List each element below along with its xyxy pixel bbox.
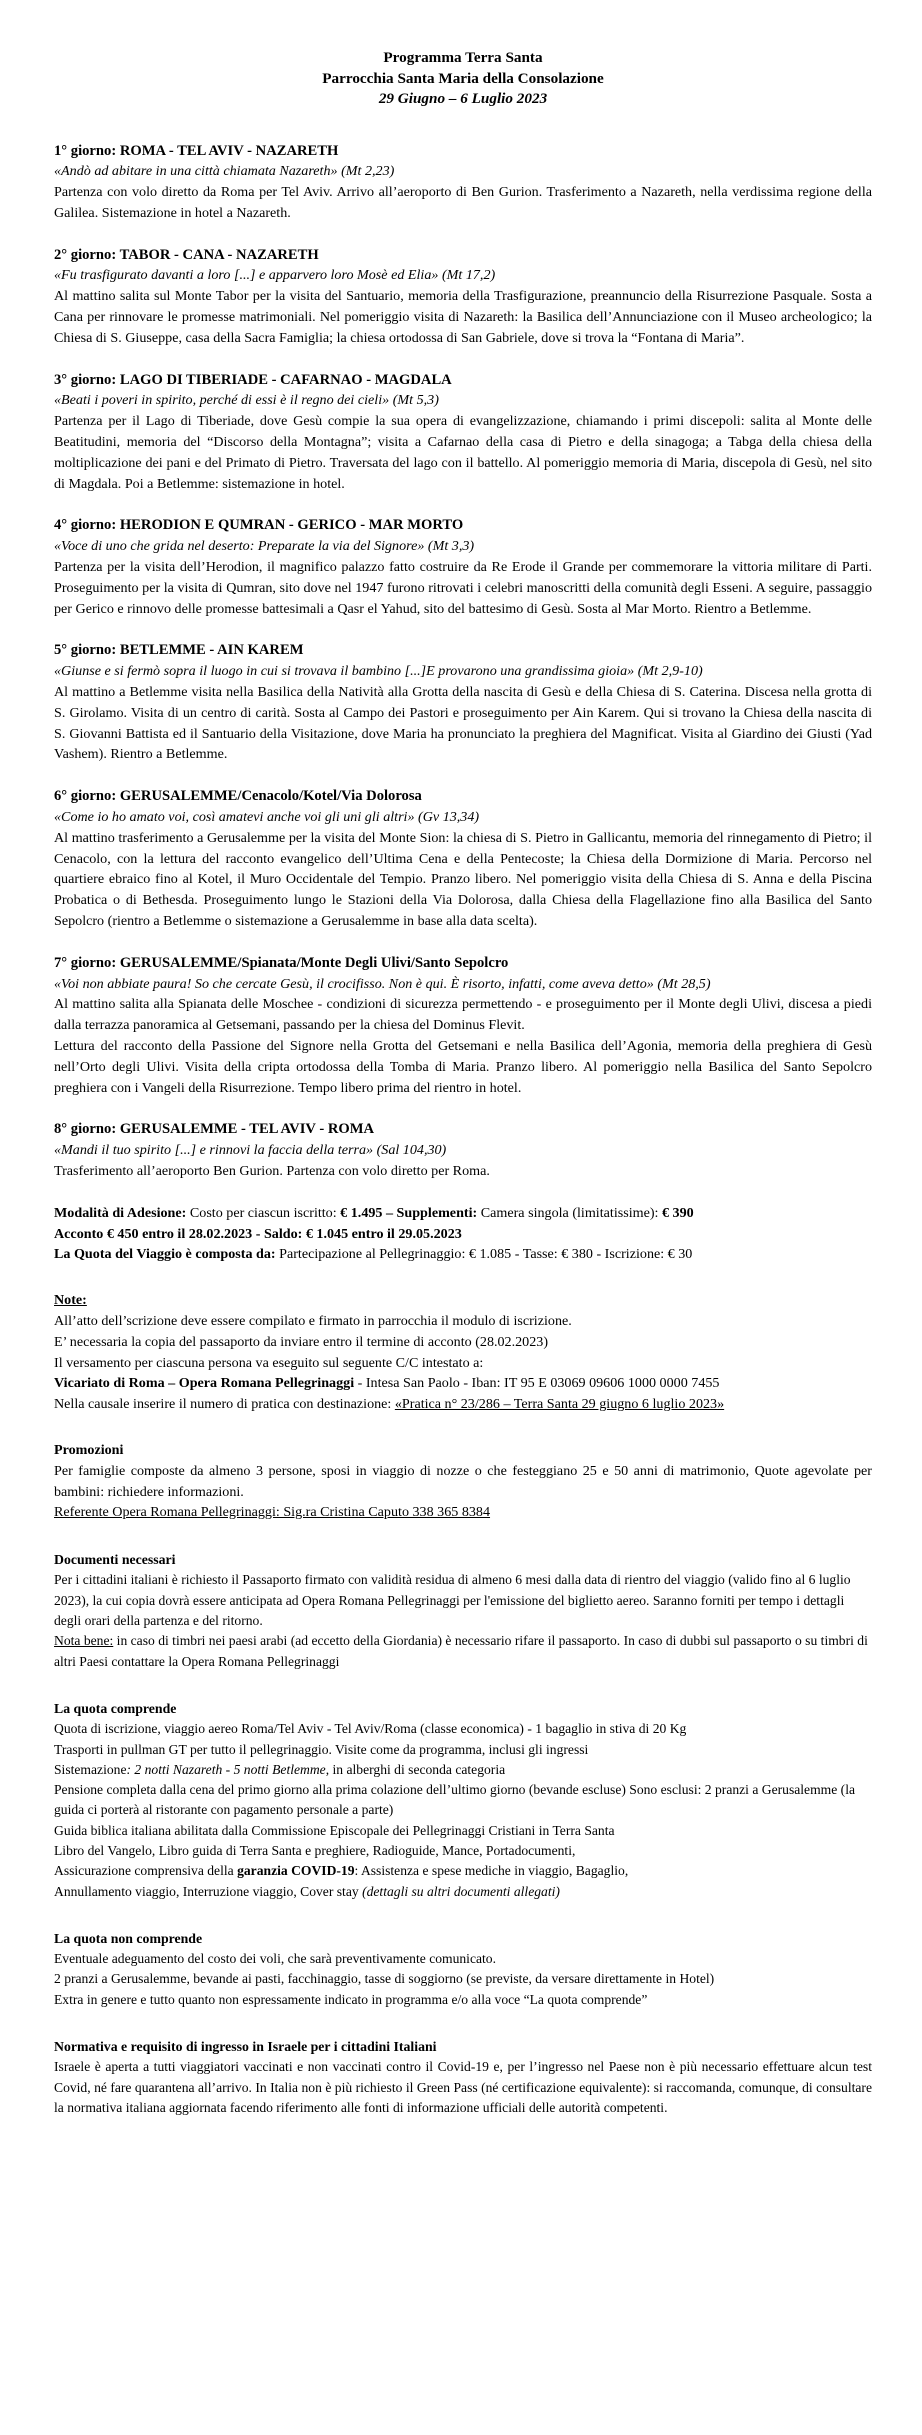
day-4-section [54, 515, 872, 619]
acconto-line [54, 1224, 872, 1245]
day-6-section [54, 786, 872, 932]
documenti-text: Per i cittadini italiani è richiesto il Passaporto firmato con validità residua di almeno 6 mesi dalla data di rientro del viaggio (valido fino al 6 luglio 2023), la cui copia dovrà essere anticipata ad Opera Romana Pellegrinaggi per l'emissione del biglietto aereo. Saranno forniti per tempo i dettagli degli orari della partenza e del ritorno. [54, 1572, 851, 1629]
nota-bene-line [54, 1631, 872, 1672]
day-description: Al mattino trasferimento a Gerusalemme per la visita del Monte Sion: la chiesa di S. Pietro in Gallicantu, memoria del rinnegamento di Pietro; il Cenacolo, con la lettura del racconto evangelico dell’Ultima Cena e della Pentecoste; la Chiesa della Dormizione di Maria. Percorso nel quartiere ebraico fino al Kotel, il Muro Occidentale del Tempio. Pranzo libero. Nel pomeriggio visita della Chiesa di S. Anna e della Piscina Probatica o di Bethesda. Proseguimento lungo le Stazioni della Via Dolorosa, dalla Chiesa della Flagellazione fino alla Basilica del Santo Sepolcro (rientro a Betlemme o sistemazione a Gerusalemme in base alla data scelta). [54, 829, 872, 929]
causale-value: «Pratica n° 23/286 – Terra Santa 29 giugno 6 luglio 2023» [394, 1396, 725, 1413]
day-quote: «Voi non abbiate paura! So che cercate Gesù, il crocifisso. Non è qui. È risorto, infatti, come aveva detto» (Mt 28,5) [54, 975, 711, 992]
comprende-line: Quota di iscrizione, viaggio aereo Roma/Tel Aviv - Tel Aviv/Roma (classe economica) - 1 bagaglio in stiva di 20 Kg [54, 1721, 687, 1737]
sistemazione-nights: : 2 notti Nazareth - 5 notti Betlemme [126, 1761, 326, 1777]
sistemazione-category: , in alberghi di seconda categoria [325, 1761, 506, 1777]
referente-line: Referente Opera Romana Pellegrinaggi: Sig.ra Cristina Caputo 338 365 8384 [54, 1504, 491, 1521]
covid-guarantee: garanzia COVID-19 [237, 1863, 355, 1879]
sistemazione-label: Sistemazione [54, 1761, 127, 1777]
bank-line [54, 1373, 872, 1394]
day-quote: «Giunse e si fermò sopra il luogo in cui si trovava il bambino [...]E provarono una grandissima gioia» (Mt 2,9-10) [54, 663, 703, 680]
singola-text: Camera singola (limitatissime): [477, 1204, 662, 1221]
acconto-text: Acconto € 450 entro il 28.02.2023 - Saldo: € 1.045 entro il 29.05.2023 [54, 1225, 462, 1242]
day-title: 8° giorno: GERUSALEMME - TEL AVIV - ROMA [54, 1121, 375, 1138]
nota-bene-label: Nota bene: [54, 1633, 114, 1649]
day-description: Partenza per la visita dell’Herodion, il magnifico palazzo fatto costruire da Re Erode il Grande per commemorare la vittoria militare di Parti. Proseguimento per la visita di Qumran, sito dove nel 1947 furono ritrovati i celebri manoscritti della comunità degli Esseni. A seguire, passaggio per Gerico e rinnovo delle promesse battesimali a Qasr el Yahud, sito del battesimo di Gesù. Sosta al Mar Morto. Rientro a Betlemme. [54, 559, 872, 617]
day-title: 5° giorno: BETLEMME - AIN KAREM [54, 642, 304, 659]
day-title: 3° giorno: LAGO DI TIBERIADE - CAFARNAO - MAGDALA [54, 371, 452, 388]
parish-name: Parrocchia Santa Maria della Consolazione [322, 69, 604, 87]
document-header [54, 48, 872, 110]
day-title: 6° giorno: GERUSALEMME/Cenacolo/Kotel/Via Dolorosa [54, 788, 422, 805]
bank-details: - Intesa San Paolo - Iban: IT 95 E 03069 09606 1000 0000 7455 [354, 1375, 720, 1392]
assicurazione-details: : Assistenza e spese mediche in viaggio, Bagaglio, [354, 1863, 629, 1879]
notes-heading: Note: [54, 1292, 87, 1309]
note-line: Il versamento per ciascuna persona va eseguito sul seguente C/C intestato a: [54, 1354, 484, 1371]
day-quote: «Mandi il tuo spirito [...] e rinnovi la faccia della terra» (Sal 104,30) [54, 1142, 447, 1159]
day-description: Trasferimento all’aeroporto Ben Gurion. Partenza con volo diretto per Roma. [54, 1162, 490, 1179]
dettagli-note: (dettagli su altri documenti allegati) [362, 1883, 560, 1899]
day-title: 4° giorno: HERODION E QUMRAN - GERICO - MAR MORTO [54, 517, 464, 534]
day-title: 7° giorno: GERUSALEMME/Spianata/Monte Degli Ulivi/Santo Sepolcro [54, 954, 509, 971]
adesione-line [54, 1203, 872, 1224]
comprende-line: Guida biblica italiana abilitata dalla Commissione Episcopale dei Pellegrinaggi Cristiani in Terra Santa [54, 1822, 615, 1838]
day-5-section [54, 640, 872, 765]
trip-dates: 29 Giugno – 6 Luglio 2023 [378, 90, 548, 107]
day-quote: «Andò ad abitare in una città chiamata Nazareth» (Mt 2,23) [54, 163, 395, 180]
quota-label: La Quota del Viaggio è composta da: [54, 1246, 276, 1263]
non-comprende-line: Eventuale adeguamento del costo dei voli, che sarà preventivamente comunicato. [54, 1951, 497, 1967]
documenti-heading: Documenti necessari [54, 1552, 176, 1568]
costs-section [54, 1203, 872, 1265]
nota-bene-text: in caso di timbri nei paesi arabi (ad eccetto della Giordania) è necessario rifare il passaporto. In caso di dubbi sul passaporto o su timbri di altri Paesi contattare la Opera Romana Pellegrinaggi [54, 1633, 868, 1669]
non-comprende-line: 2 pranzi a Gerusalemme, bevande ai pasti, facchinaggio, tasse di soggiorno (se previste, da versare direttamente in Hotel) [54, 1971, 715, 1987]
quota-text: Partecipazione al Pellegrinaggio: € 1.085 - Tasse: € 380 - Iscrizione: € 30 [275, 1246, 693, 1263]
day-description: Partenza per il Lago di Tiberiade, dove Gesù compie la sua opera di evangelizzazione, chiamando i primi discepoli: salita al Monte delle Beatitudini, memoria del “Discorso della Montagna”; visita a Cafarnao della casa di Pietro e della sinagoga; a Tabga della chiesa della moltiplicazione dei pani e del Primato di Pietro. Traversata del lago con il battello. Al pomeriggio memoria di Maria, discepola di Gesù, nel sito di Magdala. Poi a Betlemme: sistemazione in hotel. [54, 413, 872, 492]
day-description: Al mattino salita alla Spianata delle Moschee - condizioni di sicurezza permettendo - e proseguimento per il Monte degli Ulivi, discesa a piedi dalla terrazza panoramica al Getsemani, passando per la chiesa del Dominus Flevit. [54, 996, 872, 1034]
day-title: 1° giorno: ROMA - TEL AVIV - NAZARETH [54, 142, 339, 159]
notes-section [54, 1311, 872, 1415]
adesione-text: Costo per ciascun iscritto: [186, 1204, 341, 1221]
program-title: Programma Terra Santa [383, 49, 543, 66]
bank-holder: Vicariato di Roma – Opera Romana Pellegrinaggi [54, 1375, 355, 1392]
non-comprende-line: Extra in genere e tutto quanto non espressamente indicato in programma e/o alla voce “La quota comprende” [54, 1991, 648, 2007]
day-3-section [54, 370, 872, 495]
day-quote: «Fu trasfigurato davanti a loro [...] e apparvero loro Mosè ed Elia» (Mt 17,2) [54, 267, 496, 284]
day-quote: «Voce di uno che grida nel deserto: Preparate la via del Signore» (Mt 3,3) [54, 538, 475, 555]
comprende-line [54, 1861, 872, 1881]
assicurazione-text: Assicurazione comprensiva della [54, 1863, 238, 1879]
small-print-block [54, 1550, 872, 2118]
adesione-label: Modalità di Adesione: [54, 1204, 187, 1221]
singola-price: € 390 [661, 1204, 694, 1221]
note-line: E’ necessaria la copia del passaporto da inviare entro il termine di acconto (28.02.2023) [54, 1333, 549, 1350]
promozioni-heading: Promozioni [54, 1441, 124, 1458]
comprende-heading: La quota comprende [54, 1700, 177, 1716]
day-quote: «Beati i poveri in spirito, perché di essi è il regno dei cieli» (Mt 5,3) [54, 392, 439, 409]
day-quote: «Come io ho amato voi, così amatevi anche voi gli uni gli altri» (Gv 13,34) [54, 809, 480, 826]
day-description: Al mattino salita sul Monte Tabor per la visita del Santuario, memoria della Trasfigurazione, preannuncio della Risurrezione Pasquale. Sosta a Cana per rinnovare le promesse matrimoniali. Nel pomeriggio visita di Nazareth: la Basilica dell’Annunciazione con il Museo archeologico; la Chiesa di S. Giuseppe, casa della Sacra Famiglia; la chiesa ortodossa di San Gabriele, dove si trova la “Fontana di Maria”. [54, 288, 872, 346]
comprende-line: Pensione completa dalla cena del primo giorno alla prima colazione dell’ultimo giorno (bevande escluse) Sono esclusi: 2 pranzi a Gerusalemme (la guida ci porterà al ristorante con pagamento personale a parte) [54, 1782, 856, 1818]
comprende-line: Libro del Vangelo, Libro guida di Terra Santa e preghiere, Radioguide, Mance, Portadocumenti, [54, 1842, 576, 1858]
non-comprende-heading: La quota non comprende [54, 1930, 203, 1946]
comprende-line [54, 1760, 872, 1780]
day-description: Al mattino a Betlemme visita nella Basilica della Natività alla Grotta della nascita di Gesù e della Chiesa di S. Caterina. Discesa nella grotta di S. Girolamo. Visita di un centro di carità. Sosta al Campo dei Pastori e proseguimento per Ain Karem. Qui si trovano la Chiesa della nascita di S. Giovanni Battista ed il Santuario della Visitazione, dove Maria ha pronunciato la preghiera del Magnificat. Visita al Giardino dei Giusti (Yad Vashem). Rientro a Betlemme. [54, 684, 872, 763]
quota-line [54, 1244, 872, 1265]
day-title: 2° giorno: TABOR - CANA - NAZARETH [54, 246, 319, 263]
note-line: All’atto dell’scrizione deve essere compilato e firmato in parrocchia il modulo di iscrizione. [54, 1312, 572, 1329]
promozioni-text: Per famiglie composte da almeno 3 persone, sposi in viaggio di nozze o che festeggiano 25 e 50 anni di matrimonio, Quote agevolate per bambini: richiedere informazioni. [54, 1462, 872, 1500]
day-description-continued: Lettura del racconto della Passione del Signore nella Grotta del Getsemani e nella Basilica dell’Agonia, memoria della preghiera di Gesù nell’Orto degli Ulivi. Visita della cripta ortodossa della Tomba di Maria. Pranzo libero. Al pomeriggio nella Basilica del Santo Sepolcro preghiera con i Vangeli della Risurrezione. Tempo libero prima del rientro in hotel. [54, 1037, 872, 1096]
day-2-section [54, 245, 872, 349]
promozioni-section [54, 1461, 872, 1523]
normativa-heading: Normativa e requisito di ingresso in Israele per i cittadini Italiani [54, 2039, 437, 2055]
normativa-text: Israele è aperta a tutti viaggiatori vaccinati e non vaccinati contro il Covid-19 e, per l’ingresso nel Paese non è più necessario effettuare alcun test Covid, né fare quarantena all’arrivo. In Italia non è più richiesto il Green Pass (né certificazione equivalente): si raccomanda, comunque, di consultare la normativa italiana aggiornata facendo riferimento alle fonti di informazione ufficiali delle autorità competenti. [54, 2059, 872, 2115]
adesione-price: € 1.495 – Supplementi: [340, 1204, 478, 1221]
causale-line [54, 1394, 872, 1415]
causale-text: Nella causale inserire il numero di pratica con destinazione: [54, 1396, 395, 1413]
day-8-section [54, 1119, 872, 1181]
day-7-section [54, 953, 872, 1099]
comprende-line: Trasporti in pullman GT per tutto il pellegrinaggio. Visite come da programma, inclusi gli ingressi [54, 1741, 589, 1757]
day-1-section [54, 141, 872, 224]
comprende-line [54, 1882, 872, 1902]
annullamento-text: Annullamento viaggio, Interruzione viaggio, Cover stay [54, 1883, 363, 1899]
day-description: Partenza con volo diretto da Roma per Tel Aviv. Arrivo all’aeroporto di Ben Gurion. Trasferimento a Nazareth, nella verdissima regione della Galilea. Sistemazione in hotel a Nazareth. [54, 184, 872, 221]
